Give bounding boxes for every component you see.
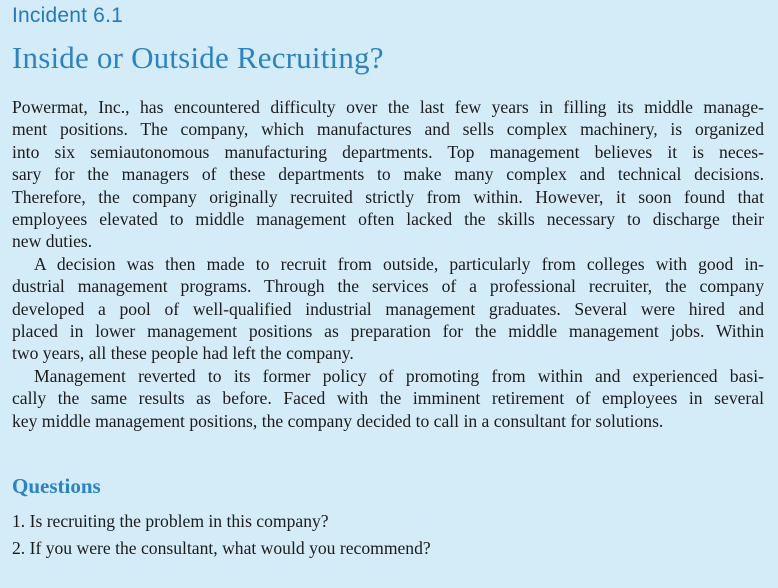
paragraph-line: A decision was then made to recruit from outside, particularly from colleges with good in- (34, 253, 764, 274)
paragraph-line: Management reverted to its former policy of promoting from within and experienced basi- (34, 365, 764, 386)
paragraph-line: two years, all these people had left the company. (12, 343, 354, 364)
question-item: 2. If you were the consultant, what would you recommend? (12, 538, 431, 558)
paragraph-line: employees elevated to middle management often lacked the skills necessary to discharge their (12, 209, 764, 230)
questions-heading: Questions (12, 474, 101, 498)
paragraph-line: new duties. (12, 231, 93, 252)
paragraph-line: placed in lower management positions as preparation for the middle management jobs. Within (12, 321, 764, 342)
paragraph-line: sary for the managers of these departments to make many complex and technical decisions. (12, 164, 764, 185)
paragraph-line: dustrial management programs. Through the services of a professional recruiter, the company (12, 276, 764, 297)
questions-list (12, 508, 431, 562)
incident-label: Incident 6.1 (12, 4, 123, 27)
paragraph-1 (12, 96, 764, 253)
paragraph-line: into six semiautonomous manufacturing departments. Top management believes it is neces- (12, 141, 764, 162)
paragraph-line: ment positions. The company, which manufactures and sells complex machinery, is organized (12, 119, 764, 140)
paragraph-3 (12, 365, 764, 432)
case-body (12, 96, 764, 432)
paragraph-line: Therefore, the company originally recruited strictly from within. However, it soon found that (12, 186, 764, 207)
paragraph-line: key middle management positions, the company decided to call in a consultant for solutions. (12, 410, 664, 431)
paragraph-line: cally the same results as before. Faced with the imminent retirement of employees in several (12, 388, 764, 409)
paragraph-2 (12, 253, 764, 365)
paragraph-line: Powermat, Inc., has encountered difficulty over the last few years in filling its middle manage- (12, 97, 764, 117)
paragraph-line: developed a pool of well-qualified industrial management graduates. Several were hired and (12, 298, 764, 319)
case-title: Inside or Outside Recruiting? (12, 40, 384, 75)
question-item: 1. Is recruiting the problem in this company? (12, 511, 329, 531)
